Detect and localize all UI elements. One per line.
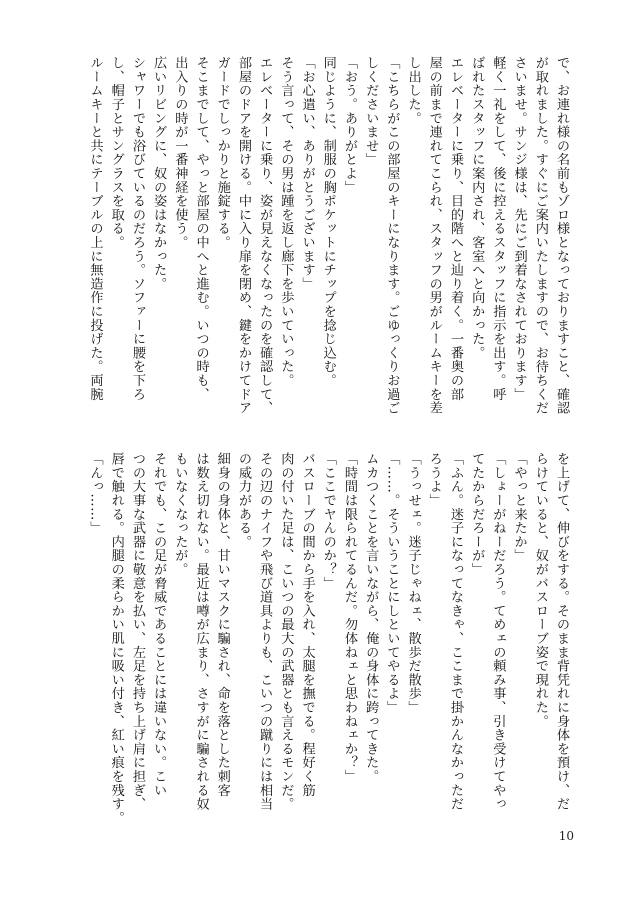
upper-text-line: ガードでしっかりと施錠する。 — [214, 56, 230, 250]
lower-text-line: それでも、この足が脅威であることには違いない。こい — [151, 452, 167, 797]
upper-text-line: 広いリビングに、奴の姿はなかった。 — [151, 56, 167, 291]
upper-text-line: しくださいませ」 — [363, 56, 379, 167]
upper-text-line: 軽く一礼をして、後に控えるスタッフに指示を出す。呼 — [490, 56, 506, 401]
lower-text-line: 「んっ……」 — [87, 452, 103, 535]
upper-text-line: 屋の前まで連れてこられ、スタッフの男がルームキーを差 — [426, 56, 442, 415]
lower-text-line: 唇で触れる。内腿の柔らかい肌に吸い付き、紅い痕を残す。 — [108, 452, 124, 825]
upper-text-line: さいませ。サンジ様は、先にご到着なされております」 — [511, 56, 527, 401]
upper-text-line: ルームキーと共にテーブルの上に無造作に投げた。両腕 — [87, 56, 103, 401]
lower-text-line: 「うっせェ。迷子じゃねェ、散歩だ散歩」 — [405, 452, 421, 715]
lower-text-line: 「ここでヤんのか？」 — [320, 452, 336, 590]
lower-text-line: ムカつくことを言いながら、俺の身体に跨ってきた。 — [363, 452, 379, 784]
lower-text-line: もいなくなったが。 — [172, 452, 188, 577]
lower-text-line: その辺のナイフや飛び道具よりも、こいつの蹴りには相当 — [257, 452, 273, 811]
lower-text-line: 肉の付いた足は、こいつの最大の武器とも言えるモンだ。 — [278, 452, 294, 811]
upper-text-line: そう言って、その男は踵を返し廊下を歩いていった。 — [278, 56, 294, 388]
upper-text-line: 同じように、制服の胸ポケットにチップを捻じ込む。 — [320, 56, 336, 388]
lower-text-line: らけていると、奴がバスローブ姿で現れた。 — [532, 452, 548, 728]
upper-text-line: 「こちらがこの部屋のキーになります。ごゆっくりお過ご — [384, 56, 400, 415]
upper-text-line: エレベーターに乗り、目的階へと辿り着く。一番奥の部 — [447, 56, 463, 401]
lower-text-line: バスローブの間から手を入れ、太腿を撫でる。程好く筋 — [299, 452, 315, 797]
upper-text-line: 「おう。ありがとよ」 — [341, 56, 357, 194]
upper-text-line: エレベーターに乗り、姿が見えなくなったのを確認して、 — [257, 56, 273, 415]
lower-text-line: の威力がある。 — [235, 452, 251, 549]
lower-text-line: 「……。そういうことにしといてやるよ」 — [384, 452, 400, 715]
lower-text-line: 「ふん。迷子になってなきゃ、ここまで掛かんなかっただ — [447, 452, 463, 811]
upper-text-block — [62, 56, 572, 416]
upper-text-line: 出入りの時が一番神経を使う。 — [172, 56, 188, 250]
upper-text-line: が取れました。すぐにご案内いたしますので、お待ちくだ — [532, 56, 548, 415]
upper-text-line: し出した。 — [405, 56, 421, 125]
lower-text-line: ろうよ」 — [426, 452, 442, 508]
upper-text-line: 部屋のドアを開ける。中に入り扉を閉め、鍵をかけてドア — [235, 56, 251, 415]
lower-text-line: を上げて、伸びをする。そのまま背凭れに身体を預け、だ — [554, 452, 569, 811]
lower-text-line: てたからだろーが」 — [469, 452, 485, 577]
upper-text-line: で、お連れ様の名前もゾロ様となっておりますこと、確認 — [554, 56, 569, 415]
lower-text-line: つの大事な武器に敬意を払い、左足を持ち上げ肩に担ぎ、 — [129, 452, 145, 811]
lower-text-line: は数え切れない。最近は噂が広まり、さすがに騙される奴 — [193, 452, 209, 811]
lower-text-line: 細身の身体と、甘いマスクに騙され、命を落とした刺客 — [214, 452, 230, 797]
page-number: 10 — [558, 829, 574, 843]
lower-text-line: 「しょーがねーだろう。てめェの頼み事、引き受けてやっ — [490, 452, 506, 811]
upper-text-line: そこまでして、やっと部屋の中へと進む。いつの時も、 — [193, 56, 209, 401]
upper-text-line: し、帽子とサングラスを取る。 — [108, 56, 124, 250]
lower-text-line: 「やっと来たか」 — [511, 452, 527, 563]
lower-text-line: 「時間は限られてるんだ。勿体ねェと思わねェか？」 — [341, 452, 357, 784]
upper-text-line: 「お心遣い、ありがとうございます」 — [299, 56, 315, 291]
lower-text-block — [87, 452, 572, 825]
upper-text-line: シャワーでも浴びているのだろう。ソファーに腰を下ろ — [129, 56, 145, 401]
upper-text-line: ばれたスタッフに案内され、客室へと向かった。 — [469, 56, 485, 360]
